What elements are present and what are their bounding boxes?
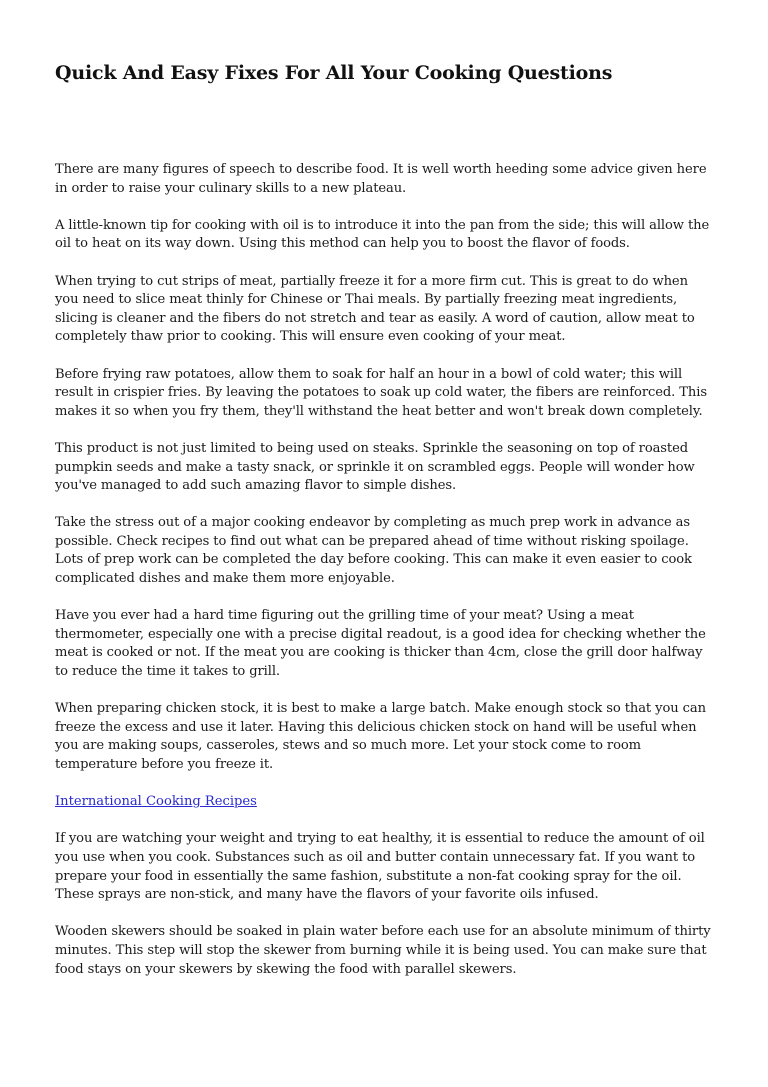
document-page [55, 58, 715, 977]
paragraph: A little-known tip for cooking with oil is to introduce it into the pan from the side; this will allow the oil to heat on its way down. Using this method can help you to boost the flavor of foods. [55, 217, 710, 252]
paragraph: When trying to cut strips of meat, partially freeze it for a more firm cut. This is great to do when you need to slice meat thinly for Chinese or Thai meals. By partially freezing meat ingredients, slicing is cleaner and the fibers do not stretch and tear as easily. A word of caution, allow meat to completely thaw prior to cooking. This will ensure even cooking of your meat. [55, 273, 695, 345]
document-body [55, 161, 715, 998]
paragraph: This product is not just limited to being used on steaks. Sprinkle the seasoning on top of roasted pumpkin seeds and make a tasty snack, or sprinkle it on scrambled eggs. People will wonder how you've managed to add such amazing flavor to simple dishes. [55, 440, 695, 494]
paragraph: Wooden skewers should be soaked in plain water before each use for an absolute minimum of thirty minutes. This step will stop the skewer from burning while it is being used. You can make sure that food stays on your skewers by skewing the food with parallel skewers. [55, 924, 711, 977]
paragraph: Have you ever had a hard time figuring out the grilling time of your meat? Using a meat thermometer, especially one with a precise digital readout, is a good idea for checking whether the meat is cooked or not. If the meat you are cooking is thicker than 4cm, close the grill door halfway to reduce the time it takes to grill. [55, 608, 706, 680]
recipes-link[interactable]: International Cooking Recipes [55, 794, 257, 810]
link-paragraph [55, 793, 715, 812]
document-title: Quick And Easy Fixes For All Your Cooking Questions [55, 62, 613, 84]
paragraph: Take the stress out of a major cooking endeavor by completing as much prep work in advance as possible. Check recipes to find out what can be prepared ahead of time without risking spoilage. Lots of prep work can be completed the day before cooking. This can make it even easier to cook complicated dishes and make them more enjoyable. [55, 515, 692, 587]
paragraph: If you are watching your weight and trying to eat healthy, it is essential to reduce the amount of oil you use when you cook. Substances such as oil and butter contain unnecessary fat. If you want to prepare your food in essentially the same fashion, substitute a non-fat cooking spray for the oil. These sprays are non-stick, and many have the flavors of your favorite oils infused. [55, 831, 705, 903]
paragraph: Before frying raw potatoes, allow them to soak for half an hour in a bowl of cold water; this will result in crispier fries. By leaving the potatoes to soak up cold water, the fibers are reinforced. This makes it so when you fry them, they'll withstand the heat better and won't break down completely. [55, 366, 707, 419]
paragraph: There are many figures of speech to describe food. It is well worth heeding some advice given here in order to raise your culinary skills to a new plateau. [55, 162, 707, 196]
paragraph: When preparing chicken stock, it is best to make a large batch. Make enough stock so that you can freeze the excess and use it later. Having this delicious chicken stock on hand will be useful when you are making soups, casseroles, stews and so much more. Let your stock come to room temperature before you freeze it. [55, 701, 706, 772]
